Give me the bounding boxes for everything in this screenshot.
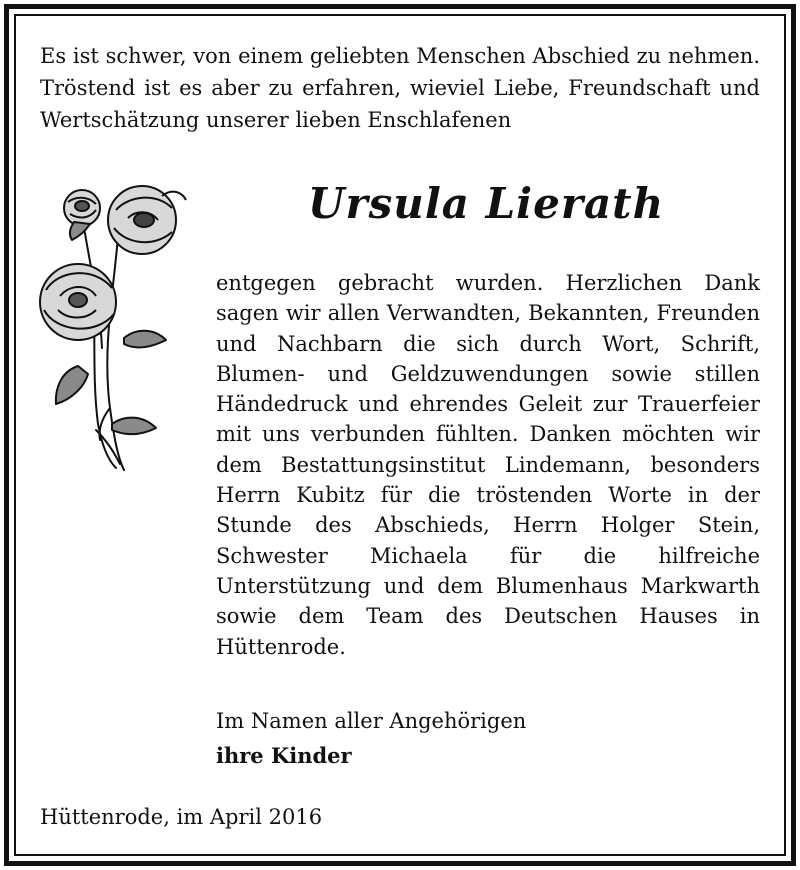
thanks-paragraph: entgegen gebracht wurden. Herzlichen Dank sagen wir allen Verwandten, Bekannten, Freunden und Nachbarn die sich durch Wort, Schrift, Blumen- und Geldzuwendungen sowie stillen Händedruck und ehrendes Geleit zur Trauerfeier mit uns verbunden fühlten. Danken möchten wir dem Bestattungsinstitut Lindemann, besonders Herrn Kubitz für die tröstenden Worte in der Stunde des Abschieds, Herrn Holger Stein, Schwester Michaela für die hilfreiche Unterstützung und dem Blumenhaus Markwarth sowie dem Team des Deutschen Hauses in Hüttenrode. <box>216 271 760 659</box>
place-date: Hüttenrode, im April 2016 <box>40 805 323 829</box>
roses-icon <box>30 178 200 478</box>
signature-line: Im Namen aller Angehörigen <box>216 709 527 733</box>
signature-name: ihre Kinder <box>216 743 352 768</box>
deceased-name: Ursula Lierath <box>307 179 665 228</box>
intro-paragraph: Es ist schwer, von einem geliebten Menschen Abschied zu nehmen. Tröstend ist es aber zu erfahren, wieviel Liebe, Freundschaft und Wertschätzung unserer lieben Enschlafenen <box>40 44 760 132</box>
